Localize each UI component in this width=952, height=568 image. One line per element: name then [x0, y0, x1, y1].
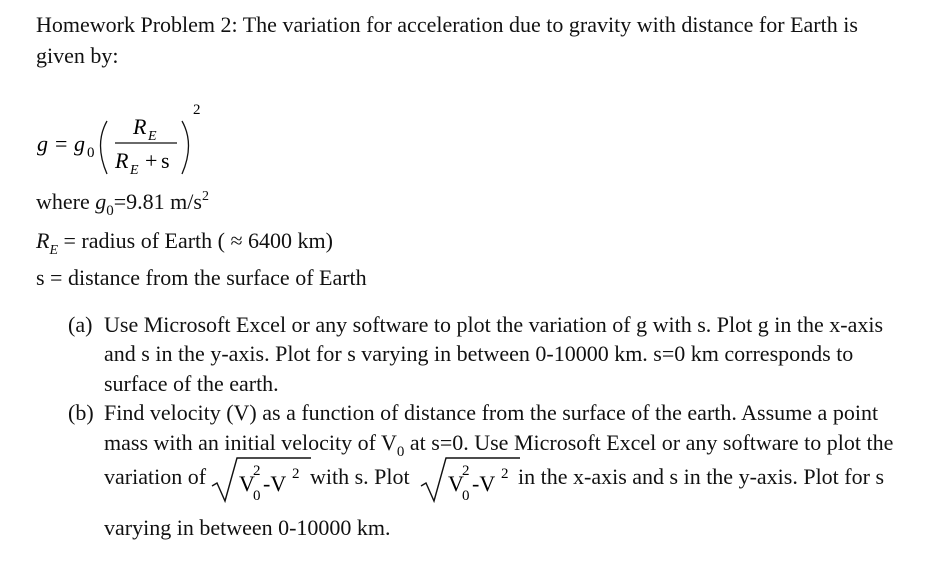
part-a-line2: and s in the y-axis. Plot for s varying in between 0-10000 km. s=0 km corresponds to: [104, 341, 854, 366]
sqrt-expression-2-svg: [419, 452, 521, 504]
part-b-line1: Find velocity (V) as a function of distance from the surface of the earth. Assume a point: [104, 400, 879, 425]
formula-s: s: [161, 148, 170, 173]
sqrt-expression-1-svg: [210, 452, 312, 504]
part-b-line2-pre: mass with an initial velocity of V: [104, 430, 397, 455]
sqrt2-v-power: 2: [462, 463, 470, 479]
sqrt1-v-power: 2: [253, 463, 261, 479]
re-symbol: R: [36, 228, 50, 253]
definition-s: s = distance from the surface of Earth: [36, 265, 367, 290]
formula-g0-sub: 0: [87, 145, 95, 161]
formula-equals: =: [55, 131, 68, 156]
sqrt1-v-sub: 0: [253, 488, 261, 504]
sqrt2-v-sub: 0: [462, 488, 470, 504]
sqrt-expression-2: [419, 452, 521, 504]
sqrt2-minus-v-power: 2: [501, 466, 509, 482]
definition-re: [36, 227, 333, 259]
part-b-label: (b): [68, 400, 94, 425]
sqrt2-v: V: [448, 471, 464, 496]
formula-denominator-e: E: [130, 163, 139, 178]
sqrt2-minus-v: -V: [472, 471, 496, 496]
part-a-label: (a): [68, 312, 93, 337]
g0-subscript: 0: [106, 203, 114, 219]
definition-g0: [36, 188, 209, 220]
formula-plus: +: [145, 148, 158, 173]
left-paren: [101, 121, 108, 174]
sqrt1-minus-v-power: 2: [292, 466, 300, 482]
g0-unit-power: 2: [201, 189, 209, 204]
gravity-formula-svg: [30, 96, 220, 186]
part-b-line3-text3: in the x-axis and s in the y-axis. Plot for s: [518, 464, 885, 489]
g0-value: =9.81 m/s: [113, 189, 202, 214]
part-b-line3-text1: variation of: [104, 464, 207, 489]
sqrt1-v: V: [239, 471, 255, 496]
sqrt1-minus-v: -V: [263, 471, 287, 496]
re-text: = radius of Earth ( ≈ 6400 km): [58, 228, 333, 253]
gravity-formula: [30, 96, 220, 186]
part-b-line3-text2: with s. Plot: [310, 464, 410, 489]
part-a-line1: Use Microsoft Excel or any software to plot the variation of g with s. Plot g in the x-axis: [104, 312, 884, 337]
where-prefix: where: [36, 189, 96, 214]
part-b-line2-sub: 0: [396, 444, 405, 460]
problem-title-line2: given by:: [36, 43, 119, 68]
formula-g0: g: [74, 131, 85, 156]
right-paren: [182, 121, 189, 174]
g0-symbol: g: [95, 189, 107, 214]
part-b-line2-post: at s=0. Use Microsoft Excel or any software to plot the: [404, 430, 894, 455]
formula-power: 2: [193, 102, 201, 118]
formula-g: g: [37, 131, 48, 156]
part-a-line3: surface of the earth.: [104, 371, 279, 396]
formula-numerator-r: R: [133, 114, 147, 139]
sqrt-expression-1: [210, 452, 312, 504]
problem-title-line1: Homework Problem 2: The variation for acceleration due to gravity with distance for Earth is: [36, 12, 858, 37]
re-subscript: E: [49, 243, 59, 258]
formula-denominator-r: R: [115, 148, 129, 173]
formula-numerator-e: E: [148, 129, 157, 144]
part-b-line4: varying in between 0-10000 km.: [104, 515, 391, 540]
